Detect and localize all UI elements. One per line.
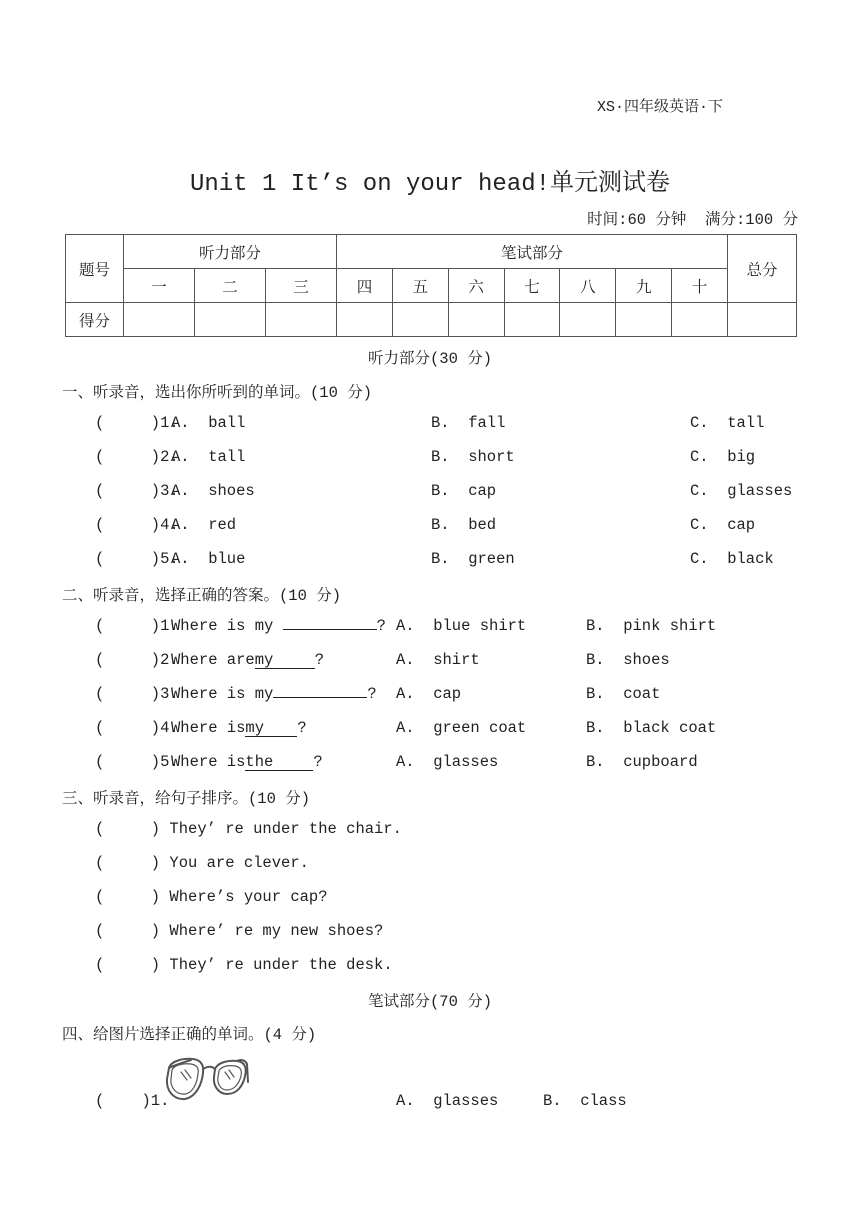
option-b: B. cap (431, 482, 497, 500)
page-title: Unit 1 It’s on your head!单元测试卷 (189, 171, 671, 198)
question-text: Where ismy ? (171, 719, 307, 737)
option-a: A. green coat (396, 719, 527, 737)
section3-title: 三、听录音，给句子排序。(10 分) (62, 790, 311, 808)
row-label-number: 题号 (66, 235, 124, 303)
answer-blank[interactable] (273, 697, 367, 698)
option-a: A. glasses (396, 753, 499, 771)
option-a: A. blue (171, 550, 246, 568)
score-cell[interactable] (560, 303, 616, 337)
listening-part-header: 听力部分(30 分) (367, 350, 492, 368)
question-number[interactable]: ( )1. (95, 1092, 170, 1110)
option-a: A. tall (171, 448, 246, 466)
question-number[interactable]: ( )1. (95, 617, 179, 635)
time-info: 时间:60 分钟 满分:100 分 (587, 211, 798, 229)
col-header: 十 (672, 269, 728, 303)
option-a: A. red (171, 516, 237, 534)
col-header: 七 (504, 269, 560, 303)
row-label-score: 得分 (66, 303, 124, 337)
option-c: C. cap (690, 516, 756, 534)
score-cell[interactable] (392, 303, 448, 337)
option-b: B. green (431, 550, 515, 568)
option-b: B. class (543, 1092, 627, 1110)
score-cell[interactable] (672, 303, 728, 337)
score-cell[interactable] (195, 303, 266, 337)
sentence-item[interactable]: ( ) They’ re under the chair. (95, 820, 402, 838)
option-a: A. cap (396, 685, 462, 703)
col-header: 一 (124, 269, 195, 303)
section2-title: 二、听录音，选择正确的答案。(10 分) (62, 587, 342, 605)
score-cell[interactable] (337, 303, 393, 337)
question-number[interactable]: ( )2. (95, 448, 179, 466)
option-b: B. short (431, 448, 515, 466)
option-b: B. black coat (586, 719, 717, 737)
question-number[interactable]: ( )4. (95, 516, 179, 534)
option-b: B. cupboard (586, 753, 698, 771)
writing-group: 笔试部分 (337, 235, 728, 269)
option-b: B. bed (431, 516, 497, 534)
question-number[interactable]: ( )1. (95, 414, 179, 432)
sentence-item[interactable]: ( ) Where’ re my new shoes? (95, 922, 384, 940)
section4-title: 四、给图片选择正确的单词。(4 分) (62, 1026, 317, 1044)
score-cell[interactable] (266, 303, 337, 337)
question-text: Where aremy ? (171, 651, 325, 669)
option-a: A. blue shirt (396, 617, 527, 635)
option-a: A. ball (171, 414, 246, 432)
question-text: Where is my ? (171, 685, 377, 703)
option-a: A. glasses (396, 1092, 499, 1110)
option-b: B. fall (431, 414, 506, 432)
section1-title: 一、听录音，选出你所听到的单词。(10 分) (62, 384, 373, 402)
header-label: XS·四年级英语·下 (597, 99, 724, 116)
score-cell[interactable] (728, 303, 797, 337)
score-table (65, 234, 797, 337)
option-b: B. coat (586, 685, 661, 703)
option-c: C. glasses (690, 482, 793, 500)
col-header: 三 (266, 269, 337, 303)
option-c: C. tall (690, 414, 765, 432)
question-number[interactable]: ( )2. (95, 651, 179, 669)
col-header: 五 (392, 269, 448, 303)
writing-part-header: 笔试部分(70 分) (367, 993, 492, 1011)
col-header: 二 (195, 269, 266, 303)
score-cell[interactable] (448, 303, 504, 337)
option-a: A. shoes (171, 482, 255, 500)
listening-group: 听力部分 (124, 235, 337, 269)
question-text: Where isthe ? (171, 753, 323, 771)
question-number[interactable]: ( )5. (95, 753, 179, 771)
score-cell[interactable] (616, 303, 672, 337)
answer-blank[interactable] (283, 629, 377, 630)
col-header: 八 (560, 269, 616, 303)
option-c: C. black (690, 550, 774, 568)
question-number[interactable]: ( )4. (95, 719, 179, 737)
sentence-item[interactable]: ( ) Where’s your cap? (95, 888, 328, 906)
total-header: 总分 (728, 235, 797, 303)
option-b: B. shoes (586, 651, 670, 669)
score-cell[interactable] (124, 303, 195, 337)
glasses-picture (163, 1052, 249, 1110)
question-number[interactable]: ( )3. (95, 685, 179, 703)
score-cell[interactable] (504, 303, 560, 337)
option-a: A. shirt (396, 651, 480, 669)
question-number[interactable]: ( )3. (95, 482, 179, 500)
option-c: C. big (690, 448, 756, 466)
question-text: Where is my ? (171, 617, 386, 635)
answer-blank[interactable]: my (245, 720, 297, 737)
sentence-item[interactable]: ( ) They’ re under the desk. (95, 956, 393, 974)
col-header: 四 (337, 269, 393, 303)
col-header: 六 (448, 269, 504, 303)
sentence-item[interactable]: ( ) You are clever. (95, 854, 309, 872)
question-number[interactable]: ( )5. (95, 550, 179, 568)
answer-blank[interactable]: the (245, 754, 313, 771)
col-header: 九 (616, 269, 672, 303)
answer-blank[interactable]: my (255, 652, 315, 669)
option-b: B. pink shirt (586, 617, 717, 635)
